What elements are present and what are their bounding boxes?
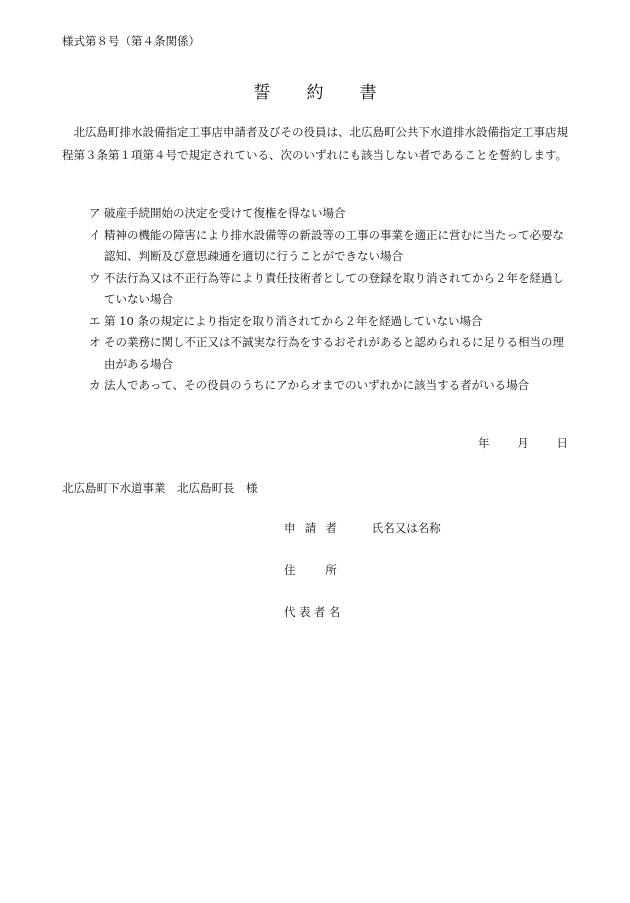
address-label: 住所: [284, 563, 367, 577]
list-item: [62, 203, 572, 225]
list-item: [62, 225, 572, 268]
list-item: [62, 268, 572, 311]
item-text: 法人であって、その役員のうちにアからオまでのいずれかに該当する者がいる場合: [104, 378, 530, 392]
address-row: [284, 562, 367, 578]
representative-label: 代表者名: [284, 605, 344, 619]
pledge-items-list: [62, 203, 572, 397]
list-item: [62, 332, 572, 375]
date-day-label: 日: [556, 436, 568, 450]
item-marker: イ: [89, 227, 101, 242]
item-text: 第 10 条の規定により指定を取り消されてから２年を経過していない場合: [104, 313, 483, 328]
name-label: 氏名又は名称: [371, 521, 441, 535]
document-title: 誓 約 書: [253, 83, 392, 103]
date-line: [478, 435, 568, 451]
list-item: [62, 311, 572, 333]
applicant-row: [284, 520, 441, 536]
item-marker: ア: [89, 206, 101, 220]
item-marker: オ: [89, 335, 101, 349]
item-text: 破産手続開始の決定を受けて復権を得ない場合: [104, 206, 346, 220]
date-month-label: 月: [517, 436, 529, 450]
item-text: 不法行為又は不正行為等により責任技術者としての登録を取り消されてから２年を経過していない場合: [104, 270, 564, 306]
item-marker: ウ: [89, 270, 101, 285]
intro-paragraph: 北広島町排水設備指定工事店申請者及びその役員は、北広島町公共下水道排水設備指定工事店規程第３条第１項第４号で規定されている、次のいずれにも該当しない者であることを誓約します。: [62, 125, 568, 162]
applicant-label: 申請者: [284, 521, 347, 535]
item-marker: カ: [89, 378, 101, 392]
item-marker: エ: [89, 313, 101, 328]
form-number: 様式第８号（第４条関係）: [62, 34, 200, 48]
item-text: その業務に関し不正又は不誠実な行為をするおそれがあると認められるに足りる相当の理由がある場合: [104, 335, 564, 371]
date-year-label: 年: [478, 436, 490, 450]
addressee: 北広島町下水道事業 北広島町長 様: [62, 481, 258, 495]
item-text: 精神の機能の障害により排水設備等の新設等の工事の事業を適正に営むに当たって必要な認知、判断及び意思疎通を適切に行うことができない場合: [104, 227, 564, 263]
list-item: [62, 375, 572, 397]
representative-row: [284, 604, 344, 620]
